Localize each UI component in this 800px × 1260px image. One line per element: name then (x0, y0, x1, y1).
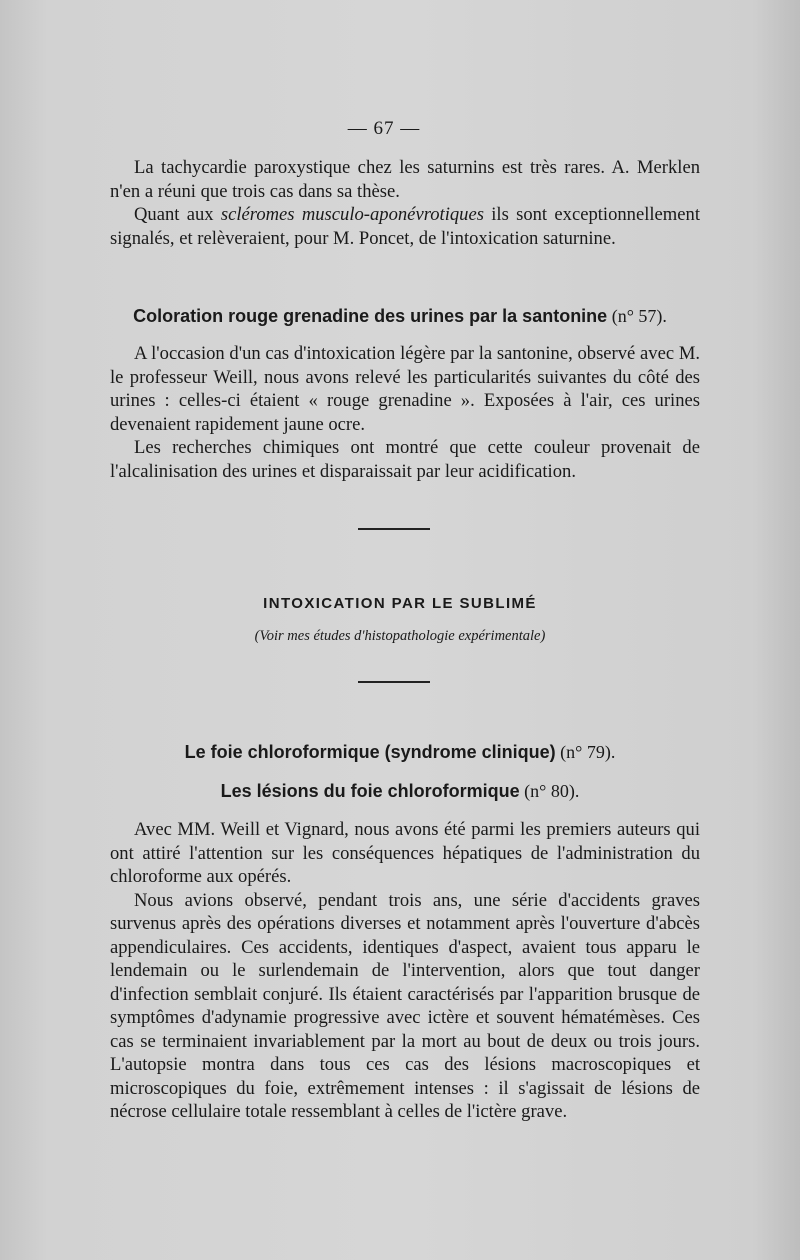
heading-ref: (n° 57). (607, 306, 667, 326)
note-paren: ) (540, 628, 546, 644)
text-segment: Quant aux (134, 204, 221, 225)
section-title-text: INTOXICATION PAR LE SUBLIMÉ (263, 595, 537, 612)
paragraph-tachycardia: La tachycardie paroxystique chez les saturnins est très rares. A. Merklen n'en a réuni que trois cas dans sa thèse. (110, 157, 700, 202)
note-text: Voir mes études d'histopathologie expérimentale (259, 628, 541, 644)
heading-title: Les lésions du foie chloroformique (220, 781, 520, 801)
heading-ref: (n° 79). (555, 742, 616, 762)
paragraph-santonine (110, 342, 700, 483)
heading-chloroform-lesions (0, 779, 800, 803)
paragraph-observation: A l'occasion d'un cas d'intoxication légère par la santonine, observé avec M. le professeur Weill, nous avons relevé les particularités suivantes du côté des urines : celles-ci étaient « rouge grenadine ». Exposées à l'air, ces urines devenaient rapidement jaune ocre. (110, 343, 700, 435)
paragraph-authors: Avec MM. Weill et Vignard, nous avons été parmi les premiers auteurs qui ont attiré l'attention sur les conséquences hépatiques de l'administration du chloroforme aux opérés. (110, 819, 700, 887)
heading-title: Coloration rouge grenadine des urines par la santonine (133, 306, 608, 326)
text-segment: ils sont exceptionnellement signalés, et relèveraient, pour M. Poncet, de l'intoxication saturnine. (110, 204, 700, 249)
heading-chloroform-syndrome (0, 740, 800, 764)
divider-rule (358, 681, 430, 683)
divider-rule (358, 528, 430, 530)
section-note (0, 624, 800, 648)
italic-term: scléromes musculo-aponévrotiques (220, 204, 484, 225)
paragraph-saturnism (110, 156, 700, 250)
page-number: — 67 — (347, 118, 421, 139)
heading-title: Le foie chloroformique (syndrome clinique) (184, 742, 556, 762)
paragraph-chemistry: Les recherches chimiques ont montré que cette couleur provenait de l'alcalinisation des urines et disparaissait par leur acidification. (110, 437, 700, 482)
heading-ref: (n° 80). (519, 781, 580, 801)
note-paren: ( (254, 628, 260, 644)
heading-santonine (0, 304, 800, 328)
paragraph-accidents: Nous avions observé, pendant trois ans, une série d'accidents graves survenus après des opérations diverses et notamment après l'ouverture d'abcès appendiculaires. Ces accidents, identiques d'aspect, avaient tous apparu le lendemain ou le surlendemain de l'intervention, alors que tout danger d'infection semblait conjuré. Ils étaient caractérisés par l'apparition brusque de symptômes d'adynamie progressive avec ictère et souvent hématémèses. Ces cas se terminaient invariablement par la mort au bout de deux ou trois jours. L'autopsie montra dans tous ces cas des lésions macroscopiques et microscopiques du foie, extrêmement intenses : il s'agissait de lésions de nécrose cellulaire totale ressemblant à celles de l'ictère grave. (110, 889, 700, 1122)
section-title (0, 590, 800, 616)
paragraph-scleromes (110, 203, 700, 250)
paragraph-chloroform (110, 818, 700, 1124)
